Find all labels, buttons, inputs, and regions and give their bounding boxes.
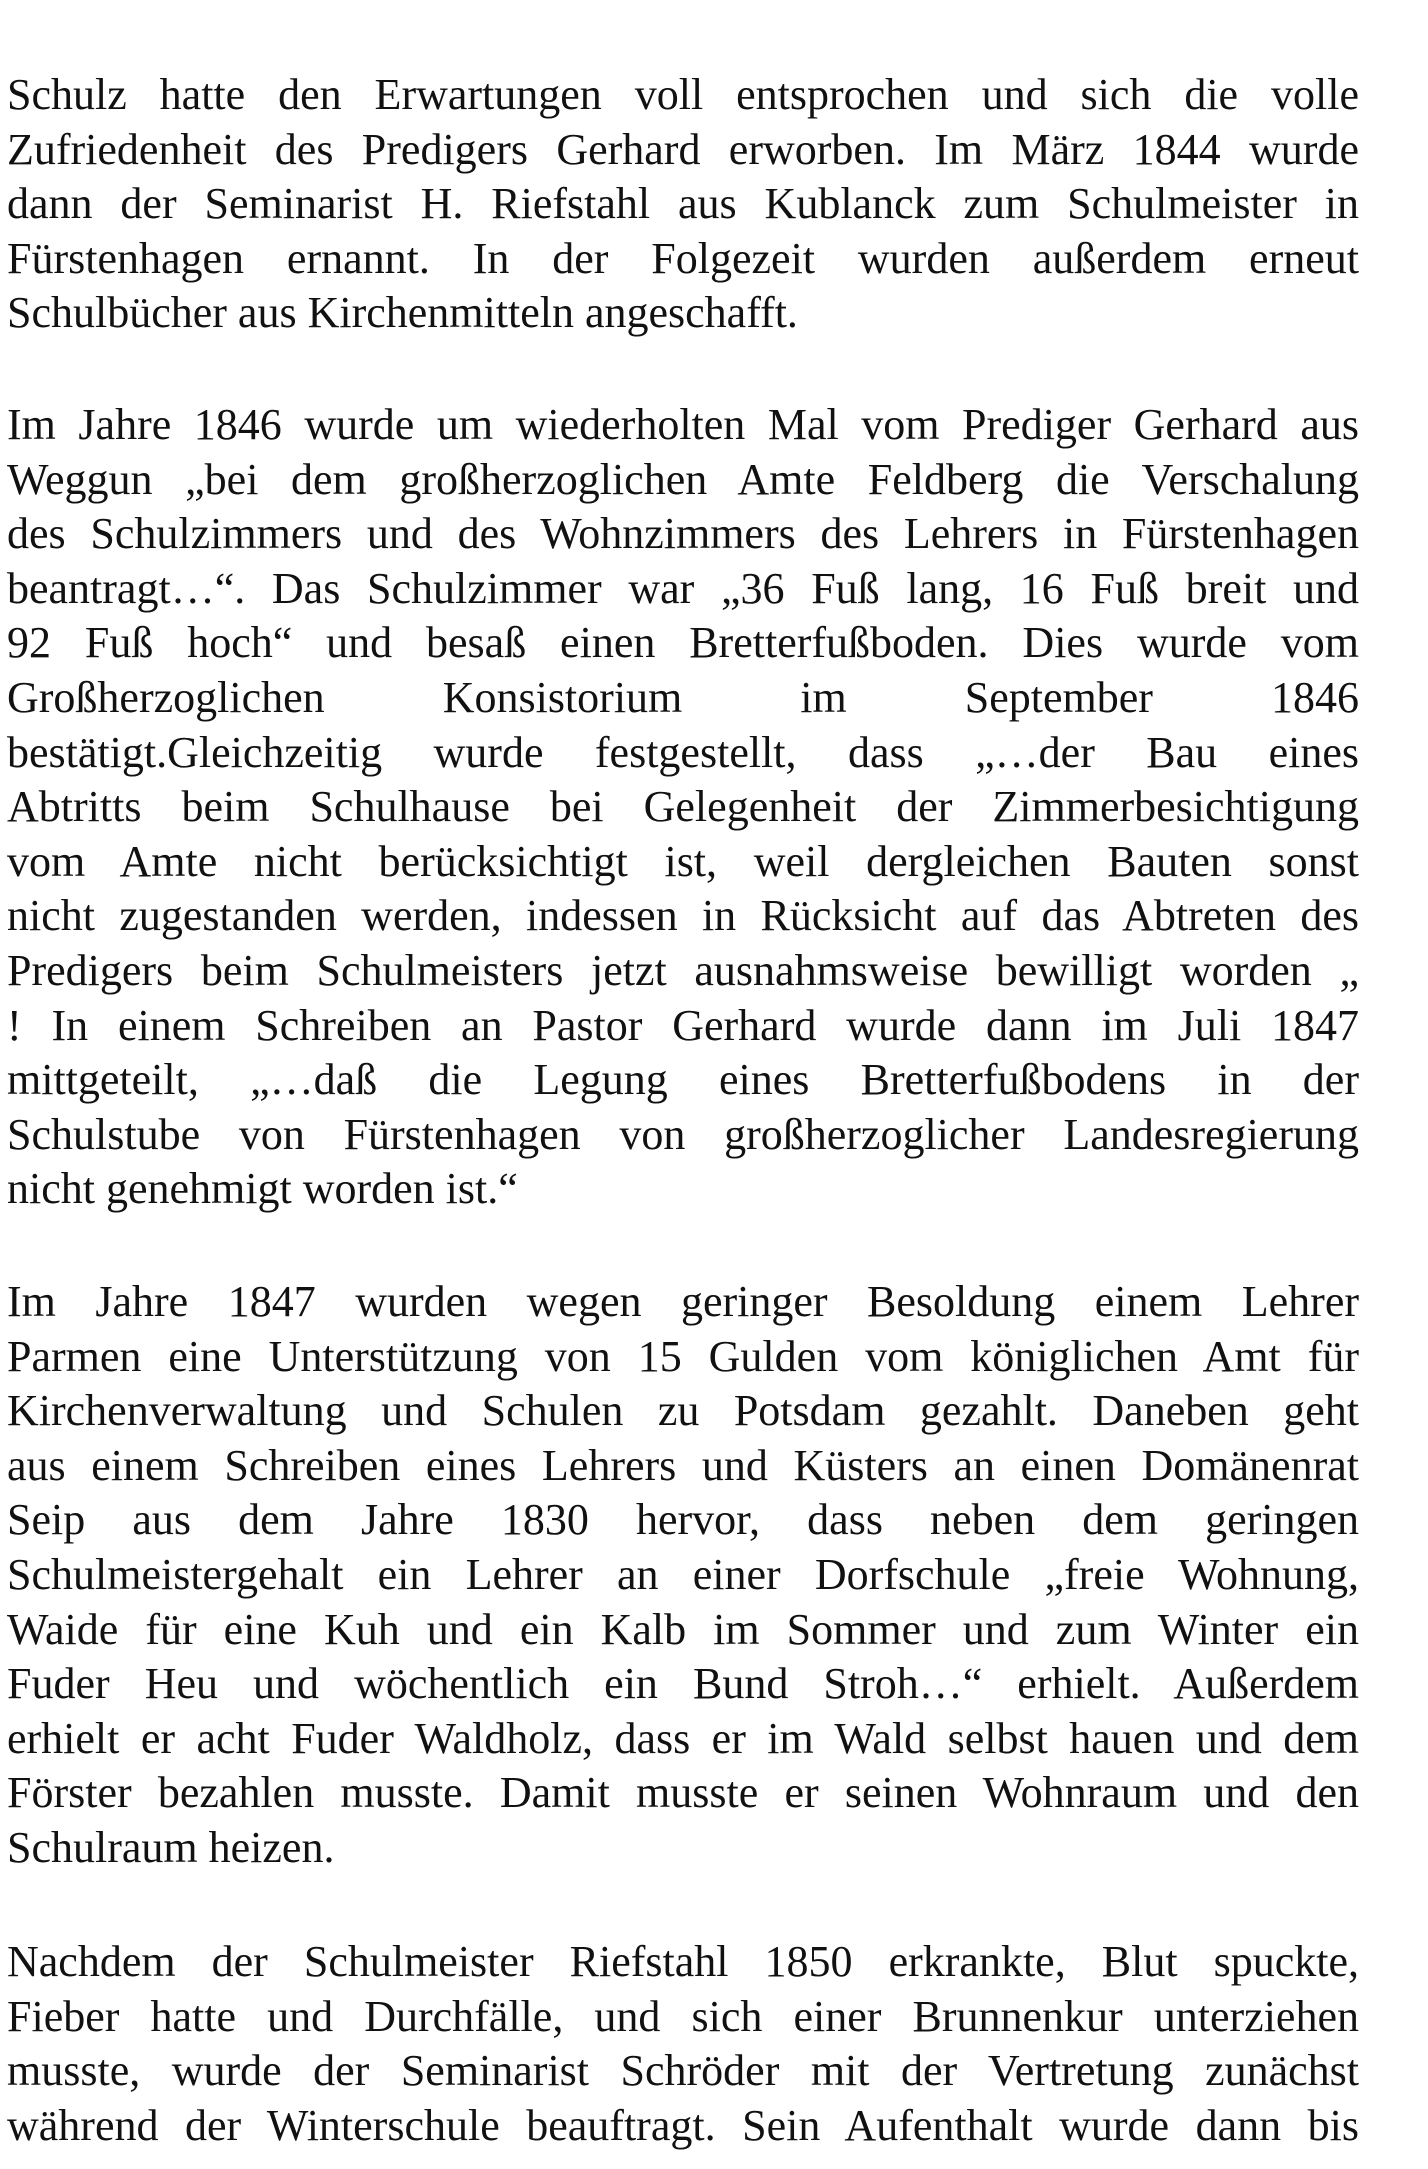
paragraph-2 bbox=[7, 398, 1359, 1217]
text-line: Fürstenhagen ernannt. In der Folgezeit wurden außerdem erneut bbox=[7, 233, 1359, 283]
text-line: Zufriedenheit des Predigers Gerhard erworben. Im März 1844 wurde bbox=[7, 124, 1359, 174]
text-line: vom Amte nicht berücksichtigt ist, weil dergleichen Bauten sonst bbox=[7, 836, 1359, 886]
text-line: erhielt er acht Fuder Waldholz, dass er im Wald selbst hauen und dem bbox=[7, 1713, 1359, 1763]
text-line: während der Winterschule beauftragt. Sein Aufenthalt wurde dann bis bbox=[7, 2100, 1359, 2150]
paragraph-4 bbox=[7, 1935, 1359, 2153]
text-line: des Schulzimmers und des Wohnzimmers des Lehrers in Fürstenhagen bbox=[7, 509, 1359, 559]
text-line: Schulstube von Fürstenhagen von großherzoglicher Landesregierung bbox=[7, 1109, 1359, 1159]
text-line: dann der Seminarist H. Riefstahl aus Kublanck zum Schulmeister in bbox=[7, 179, 1359, 229]
text-line: Schulmeistergehalt ein Lehrer an einer Dorfschule „freie Wohnung, bbox=[7, 1549, 1359, 1599]
text-line: aus einem Schreiben eines Lehrers und Küsters an einen Domänenrat bbox=[7, 1440, 1359, 1490]
text-line: beantragt…“. Das Schulzimmer war „36 Fuß lang, 16 Fuß breit und bbox=[7, 563, 1359, 613]
text-line: Schulbücher aus Kirchenmitteln angeschafft. bbox=[7, 288, 798, 338]
text-line: Waide für eine Kuh und ein Kalb im Sommer und zum Winter ein bbox=[7, 1604, 1359, 1654]
text-line: Großherzoglichen Konsistorium im September 1846 bbox=[7, 672, 1359, 722]
paragraph-3 bbox=[7, 1275, 1359, 1876]
paragraph-1 bbox=[7, 68, 1359, 341]
text-line: 92 Fuß hoch“ und besaß einen Bretterfußboden. Dies wurde vom bbox=[7, 618, 1359, 668]
text-line: Abtritts beim Schulhause bei Gelegenheit der Zimmerbesichtigung bbox=[7, 782, 1359, 832]
text-line: Schulraum heizen. bbox=[7, 1822, 335, 1872]
text-line: Seip aus dem Jahre 1830 hervor, dass neben dem geringen bbox=[7, 1495, 1359, 1545]
text-line: Fuder Heu und wöchentlich ein Bund Stroh…“ erhielt. Außerdem bbox=[7, 1659, 1359, 1709]
text-line: Kirchenverwaltung und Schulen zu Potsdam gezahlt. Daneben geht bbox=[7, 1386, 1359, 1436]
text-line: musste, wurde der Seminarist Schröder mit der Vertretung zunächst bbox=[7, 2046, 1359, 2096]
text-line: Im Jahre 1847 wurden wegen geringer Besoldung einem Lehrer bbox=[7, 1277, 1359, 1326]
text-line: Schulz hatte den Erwartungen voll entsprochen und sich die volle bbox=[7, 70, 1359, 119]
text-line: bestätigt.Gleichzeitig wurde festgestellt, dass „…der Bau eines bbox=[7, 727, 1359, 777]
text-line: nicht zugestanden werden, indessen in Rücksicht auf das Abtreten des bbox=[7, 891, 1359, 941]
text-line: Parmen eine Unterstützung von 15 Gulden vom königlichen Amt für bbox=[7, 1331, 1359, 1381]
text-line: Im Jahre 1846 wurde um wiederholten Mal vom Prediger Gerhard aus bbox=[7, 400, 1359, 449]
text-line: Weggun „bei dem großherzoglichen Amte Feldberg die Verschalung bbox=[7, 454, 1359, 504]
text-line: Nachdem der Schulmeister Riefstahl 1850 erkrankte, Blut spuckte, bbox=[7, 1937, 1359, 1986]
text-line: mittgeteilt, „…daß die Legung eines Bretterfußbodens in der bbox=[7, 1055, 1359, 1105]
text-line: ! In einem Schreiben an Pastor Gerhard wurde dann im Juli 1847 bbox=[7, 1000, 1359, 1050]
text-line: Fieber hatte und Durchfälle, und sich einer Brunnenkur unterziehen bbox=[7, 1991, 1359, 2041]
text-line: nicht genehmigt worden ist.“ bbox=[7, 1164, 518, 1214]
text-line: Predigers beim Schulmeisters jetzt ausnahmsweise bewilligt worden „ bbox=[7, 945, 1359, 995]
text-line: Förster bezahlen musste. Damit musste er seinen Wohnraum und den bbox=[7, 1768, 1359, 1818]
